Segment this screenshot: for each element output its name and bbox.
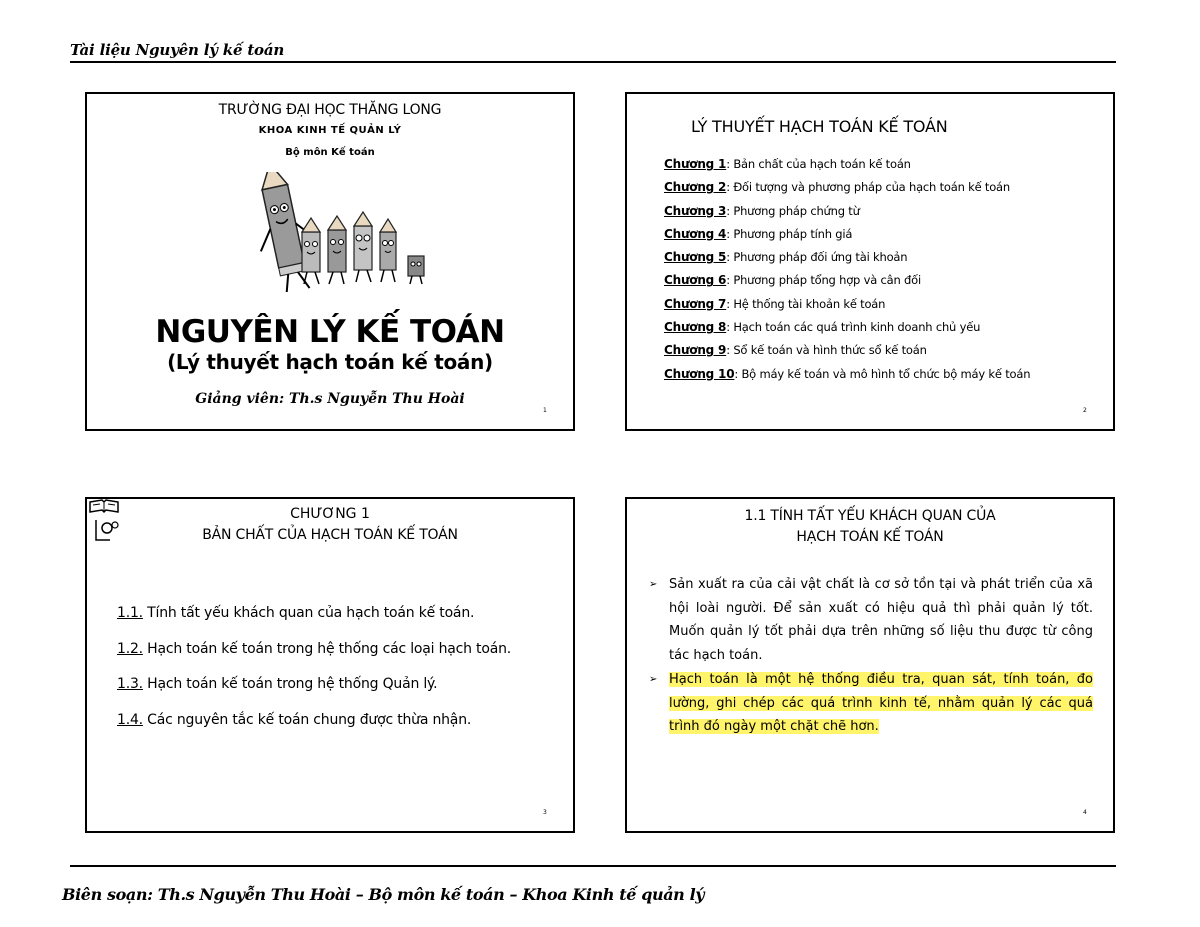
university-name: TRƯỜNG ĐẠI HỌC THĂNG LONG: [218, 102, 442, 118]
chapter-heading: CHƯƠNG 1: [290, 506, 370, 522]
section-text: Hạch toán kế toán trong hệ thống các loại hạch toán.: [142, 640, 511, 657]
bullet-arrow-icon: ➢: [649, 579, 658, 590]
chapter-text: : Hệ thống tài khoản kế toán: [726, 296, 886, 311]
section-number: 1.1.: [117, 605, 143, 621]
chapter-label: Chương 1: [664, 157, 727, 171]
chapter-label: Chương 2: [664, 180, 727, 195]
section-number: 1.3.: [117, 676, 143, 692]
section-text: Các nguyên tắc kế toán chung được thừa nhận.: [142, 711, 472, 728]
paragraph-production: Sản xuất ra của cải vật chất là cơ sở tồn tại và phát triển của xã hội loài người. Để sản xuất có hiệu quả thì phải quản lý tốt. Muốn quản lý tốt phải dựa trên những số liệu thu được từ công tác hạch toán.: [669, 577, 1093, 663]
document-header-title: Tài liệu Nguyên lý kế toán: [70, 41, 285, 59]
chapter-item: [664, 157, 1030, 180]
bullet-item: [649, 668, 1093, 739]
bullet-arrow-icon: ➢: [649, 674, 658, 685]
section-list: [117, 605, 511, 747]
section-item: [117, 605, 511, 641]
slide-3: [85, 497, 575, 833]
chapter-label: Chương 4: [664, 226, 727, 241]
chapter-item: [664, 320, 1030, 343]
chapter-item: [664, 343, 1030, 366]
section-number: 1.2.: [117, 640, 143, 657]
chapter-text: : Bộ máy kế toán và mô hình tổ chức bộ máy kế toán: [734, 366, 1031, 381]
chapter-label: Chương 8: [664, 320, 727, 335]
pencil-characters-illustration: [212, 172, 442, 292]
chapter-item: [664, 227, 1030, 250]
section-number: 1.4.: [117, 711, 143, 728]
section-item: [117, 676, 511, 712]
section-heading: 1.1 TÍNH TẤT YẾU KHÁCH QUAN CỦA: [744, 508, 996, 524]
chapter-item: [664, 180, 1030, 203]
chapter-text: : Phương pháp đối ứng tài khoản: [726, 250, 908, 265]
chapter-item: [664, 367, 1030, 390]
chapter-title: BẢN CHẤT CỦA HẠCH TOÁN KẾ TOÁN: [202, 527, 458, 543]
chapter-text: : Hạch toán các quá trình kinh doanh chủ yếu: [726, 320, 981, 335]
chapter-item: [664, 204, 1030, 227]
chapter-label: Chương 9: [664, 343, 727, 358]
chapter-label: Chương 6: [664, 273, 727, 288]
chapter-text: : Phương pháp chứng từ: [726, 203, 860, 218]
slide-1: [85, 92, 575, 431]
course-title: NGUYÊN LÝ KẾ TOÁN: [155, 314, 505, 350]
chapter-label: Chương 10: [664, 366, 735, 381]
chapter-label: Chương 7: [664, 296, 727, 311]
section-heading-line2: HẠCH TOÁN KẾ TOÁN: [796, 529, 944, 545]
slide-number: 3: [543, 809, 547, 816]
bullet-item: [649, 573, 1093, 667]
chapter-item: [664, 250, 1030, 273]
slide-title: LÝ THUYẾT HẠCH TOÁN KẾ TOÁN: [691, 117, 948, 136]
department-name: Bộ môn Kế toán: [285, 147, 375, 158]
chapter-text: : Sổ kế toán và hình thức sổ kế toán: [726, 343, 927, 358]
chapter-list: [664, 157, 1030, 390]
chapter-label: Chương 3: [664, 203, 727, 218]
chapter-item: [664, 297, 1030, 320]
lecturer-name: Giảng viên: Th.s Nguyễn Thu Hoài: [195, 391, 465, 407]
chapter-text: : Đối tượng và phương pháp của hạch toán kế toán: [726, 180, 1010, 195]
footer-rule: [70, 865, 1116, 867]
chapter-item: [664, 273, 1030, 296]
section-item: [117, 641, 511, 677]
slide-2: [625, 92, 1115, 431]
chapter-text: : Phương pháp tổng hợp và cân đối: [726, 273, 921, 288]
chapter-text: : Phương pháp tính giá: [726, 226, 853, 241]
slide-4: [625, 497, 1115, 833]
slide-number: 1: [543, 407, 547, 414]
footer-author: Biên soạn: Th.s Nguyễn Thu Hoài – Bộ môn kế toán – Khoa Kinh tế quản lý: [62, 885, 705, 904]
slide-number: 4: [1083, 809, 1087, 816]
section-text: Tính tất yếu khách quan của hạch toán kế toán.: [142, 605, 475, 621]
slide-number: 2: [1083, 407, 1087, 414]
header-rule: [70, 61, 1116, 63]
highlighted-definition: Hạch toán là một hệ thống điều tra, quan sát, tính toán, đo lường, ghi chép các quá trình kinh tế, nhằm quản lý các quá trình đó ngày một chặt chẽ hơn.: [669, 672, 1093, 734]
chapter-text: : Bản chất của hạch toán kế toán: [726, 157, 911, 171]
section-text: Hạch toán kế toán trong hệ thống Quản lý.: [142, 676, 438, 692]
section-item: [117, 712, 511, 748]
course-subtitle: (Lý thuyết hạch toán kế toán): [167, 350, 493, 374]
bullet-list: [649, 573, 1093, 740]
faculty-name: KHOA KINH TẾ QUẢN LÝ: [258, 125, 402, 136]
chapter-label: Chương 5: [664, 250, 727, 265]
